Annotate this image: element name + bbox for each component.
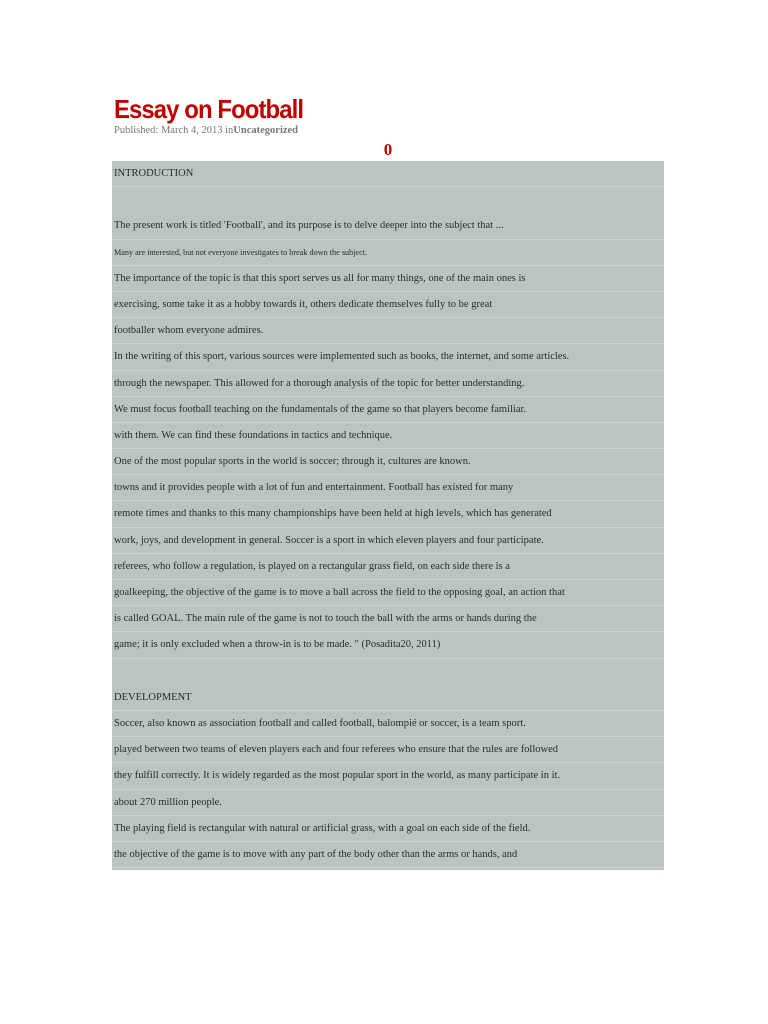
text-line: Soccer, also known as association football and called football, balompié or soccer, is a team sport.	[112, 711, 664, 737]
text-line: work, joys, and development in general. Soccer is a sport in which eleven players and four participate.	[112, 528, 664, 554]
text-line: through the newspaper. This allowed for a thorough analysis of the topic for better understanding.	[112, 371, 664, 397]
comment-count[interactable]: 0	[383, 140, 393, 159]
text-line: footballer whom everyone admires.	[112, 318, 664, 344]
text-line: The importance of the topic is that this sport serves us all for many things, one of the main ones is	[112, 266, 664, 292]
text-line: remote times and thanks to this many championships have been held at high levels, which has generated	[112, 501, 664, 527]
text-line: game; it is only excluded when a throw-in is to be made. " (Posadita20, 2011)	[112, 632, 664, 658]
text-line: The playing field is rectangular with natural or artificial grass, with a goal on each side of the field.	[112, 816, 664, 842]
text-line: In the writing of this sport, various sources were implemented such as books, the internet, and some articles.	[112, 344, 664, 370]
text-line: goalkeeping, the objective of the game is to move a ball across the field to the opposing goal, an action that	[112, 580, 664, 606]
text-line: with them. We can find these foundations in tactics and technique.	[112, 423, 664, 449]
text-line: they fulfill correctly. It is widely regarded as the most popular sport in the world, as many participate in it.	[112, 763, 664, 789]
text-line: towns and it provides people with a lot of fun and entertainment. Football has existed for many	[112, 475, 664, 501]
text-line: played between two teams of eleven players each and four referees who ensure that the rules are followed	[112, 737, 664, 763]
article-body	[112, 161, 664, 870]
post-meta	[114, 125, 298, 136]
text-line: is called GOAL. The main rule of the game is not to touch the ball with the arms or hands during the	[112, 606, 664, 632]
text-line: about 270 million people.	[112, 790, 664, 816]
page-title: Essay on Football	[114, 94, 304, 124]
text-line: Many are interested, but not everyone investigates to break down the subject.	[112, 240, 664, 266]
blank-line	[112, 659, 664, 685]
text-line: DEVELOPMENT	[112, 685, 664, 711]
text-line: INTRODUCTION	[112, 161, 664, 187]
text-line: The present work is titled 'Football', and its purpose is to delve deeper into the subject that ...	[112, 213, 664, 239]
text-line: referees, who follow a regulation, is played on a rectangular grass field, on each side there is a	[112, 554, 664, 580]
published-date: Published: March 4, 2013 in	[114, 125, 234, 136]
text-line: We must focus football teaching on the fundamentals of the game so that players become familiar.	[112, 397, 664, 423]
category-link[interactable]: Uncategorized	[233, 125, 299, 136]
text-line: One of the most popular sports in the world is soccer; through it, cultures are known.	[112, 449, 664, 475]
text-line: exercising, some take it as a hobby towards it, others dedicate themselves fully to be great	[112, 292, 664, 318]
blank-line	[112, 187, 664, 213]
text-line: the objective of the game is to move with any part of the body other than the arms or hands, and	[112, 842, 664, 868]
